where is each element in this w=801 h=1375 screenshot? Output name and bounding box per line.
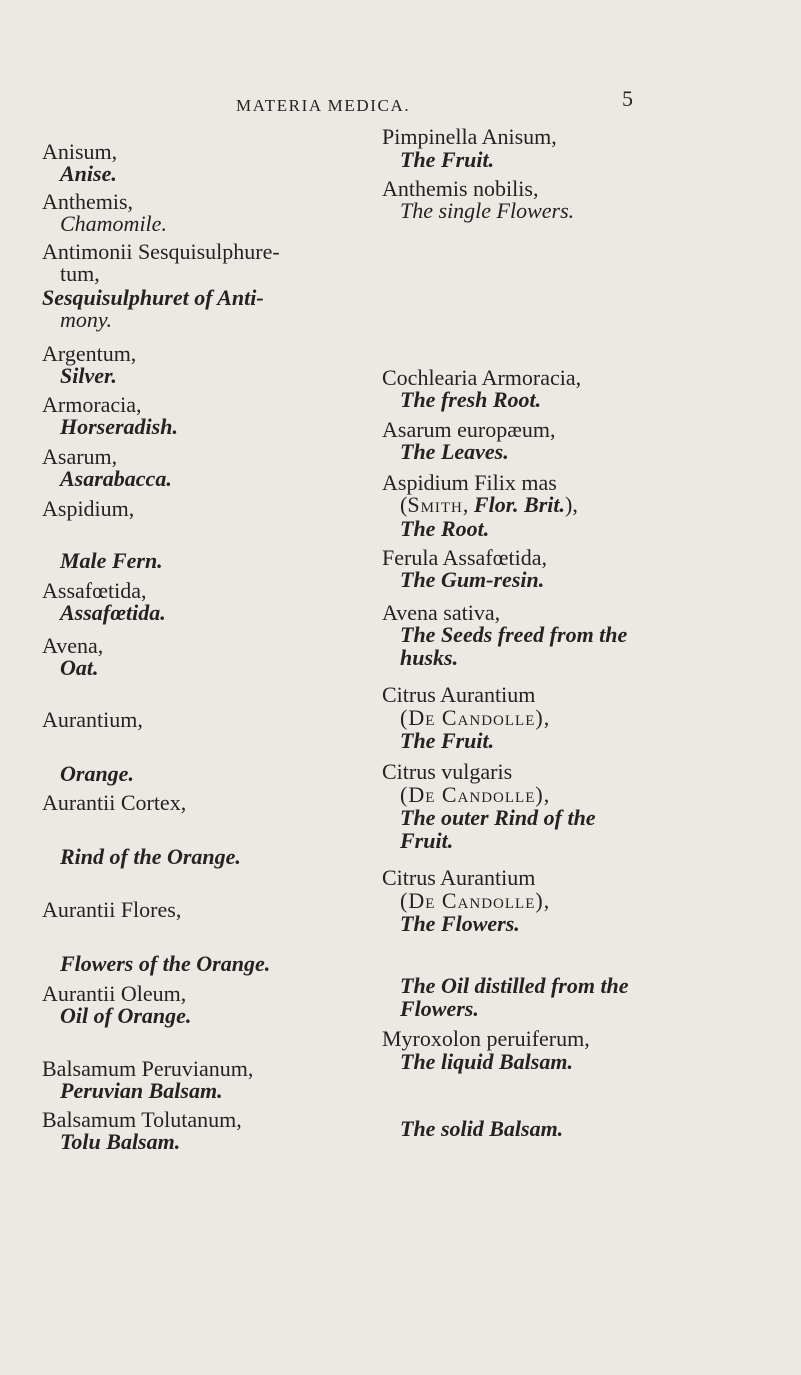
entry-part-used: The Gum-resin.	[400, 567, 545, 592]
entry-part-used: The Oil distilled from the	[400, 973, 629, 998]
running-header: MATERIA MEDICA.	[236, 96, 411, 115]
entry-source-plant: Cochlearia Armoracia,	[382, 365, 582, 390]
entry-english-name: Oat.	[60, 655, 99, 680]
entry-authority: (De Candolle),	[400, 782, 551, 807]
entry-part-used: The Leaves.	[400, 439, 509, 464]
authority-name: Smith	[407, 492, 463, 517]
entry-authority: (De Candolle),	[400, 705, 551, 730]
entry-authority	[382, 493, 578, 517]
entry-part-used: Fruit.	[400, 828, 454, 853]
entry-english-name: Flowers of the Orange.	[60, 951, 271, 976]
entry-english-name: Assafœtida.	[60, 600, 166, 625]
entry-latin-name: tum,	[60, 261, 100, 286]
entry-english-name: Asarabacca.	[60, 466, 172, 491]
entry-english-name: Chamomile.	[60, 211, 167, 236]
entry-part-used: The Fruit.	[400, 728, 495, 753]
entry-latin-name: Argentum,	[42, 341, 137, 366]
entry-english-name: Male Fern.	[60, 548, 163, 573]
entry-latin-name: Balsamum Tolutanum,	[42, 1107, 242, 1132]
authority-paren: ),	[565, 492, 578, 517]
entry-part-used: Flowers.	[400, 996, 479, 1021]
entry-source-plant: Myroxolon peruiferum,	[382, 1026, 590, 1051]
entry-part-used: The Fruit.	[400, 147, 495, 172]
entry-part-used: The solid Balsam.	[400, 1116, 564, 1141]
entry-latin-name: Aurantii Oleum,	[42, 981, 187, 1006]
entry-part-used: husks.	[400, 645, 459, 670]
entry-latin-name: Asarum,	[42, 444, 118, 469]
entry-part-used: The Flowers.	[400, 911, 520, 936]
entry-latin-name: Avena,	[42, 633, 104, 658]
entry-source-plant: Aspidium Filix mas	[382, 470, 557, 495]
entry-source-plant: Citrus Aurantium	[382, 682, 536, 707]
entry-english-name: Orange.	[60, 761, 134, 786]
entry-source-plant: Ferula Assafœtida,	[382, 545, 547, 570]
entry-source-plant: Avena sativa,	[382, 600, 501, 625]
entry-part-used: The fresh Root.	[400, 387, 542, 412]
entry-latin-name: Assafœtida,	[42, 578, 147, 603]
entry-english-name: Horseradish.	[60, 414, 178, 439]
authority-paren: (	[400, 492, 408, 517]
entry-english-name: mony.	[60, 307, 112, 332]
entry-english-name: Silver.	[60, 363, 117, 388]
page-number: 5	[622, 86, 633, 111]
entry-english-name: Tolu Balsam.	[60, 1129, 181, 1154]
entry-latin-name: Balsamum Peruvianum,	[42, 1056, 254, 1081]
entry-latin-name: Armoracia,	[42, 392, 142, 417]
flora-reference: Flor. Brit.	[473, 492, 565, 517]
authority-separator: ,	[462, 492, 474, 517]
entry-english-name: Oil of Orange.	[60, 1003, 192, 1028]
entry-source-plant: Pimpinella Anisum,	[382, 124, 557, 149]
entry-latin-name: Anisum,	[42, 139, 118, 164]
entry-part-used: The Seeds freed from the	[400, 622, 628, 647]
entry-source-plant: Asarum europæum,	[382, 417, 556, 442]
entry-latin-name: Aurantii Cortex,	[42, 790, 187, 815]
entry-latin-name: Aurantii Flores,	[42, 897, 182, 922]
entry-source-plant: Anthemis nobilis,	[382, 176, 539, 201]
entry-source-plant: Citrus vulgaris	[382, 759, 513, 784]
entry-part-used: The single Flowers.	[400, 198, 575, 223]
entry-latin-name: Anthemis,	[42, 189, 134, 214]
entry-latin-name: Aspidium,	[42, 496, 135, 521]
entry-latin-name: Antimonii Sesquisulphure-	[42, 239, 280, 264]
entry-english-name: Sesquisulphuret of Anti-	[42, 285, 264, 310]
entry-part-used: The outer Rind of the	[400, 805, 596, 830]
entry-latin-name: Aurantium,	[42, 707, 143, 732]
entry-authority: (De Candolle),	[400, 888, 551, 913]
entry-english-name: Rind of the Orange.	[60, 844, 241, 869]
entry-part-used: The liquid Balsam.	[400, 1049, 573, 1074]
entry-part-used: The Root.	[400, 516, 490, 541]
entry-english-name: Anise.	[60, 161, 117, 186]
entry-source-plant: Citrus Aurantium	[382, 865, 536, 890]
entry-english-name: Peruvian Balsam.	[60, 1078, 223, 1103]
